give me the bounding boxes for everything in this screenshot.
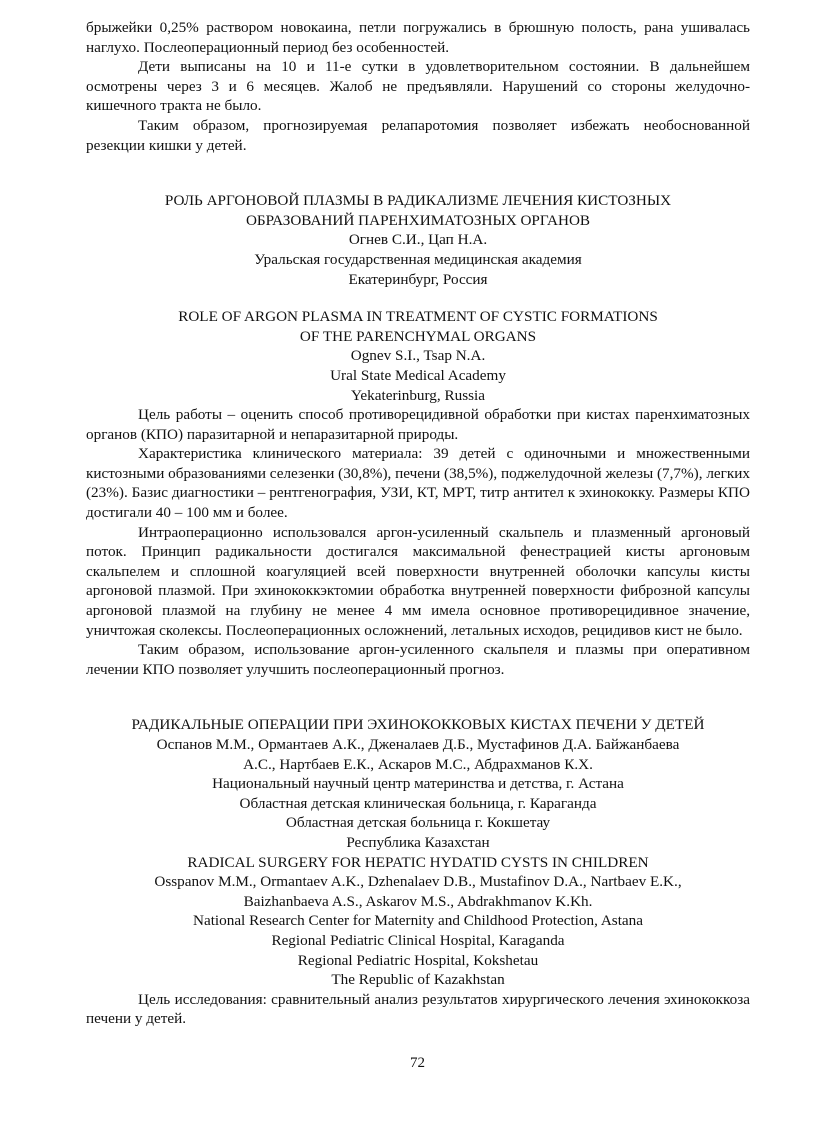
- institution-en: Ural State Medical Academy: [330, 366, 506, 384]
- page-number: 72: [410, 1055, 425, 1071]
- paragraph: Цель исследования: сравнительный анализ результатов хирургического лечения эхинококкоза печени у детей.: [86, 990, 750, 1028]
- institution-en: Regional Pediatric Clinical Hospital, Karaganda: [271, 931, 565, 949]
- institution-ru: Национальный научный центр материнства и детства, г. Астана: [212, 775, 624, 793]
- paragraph: Интраоперационно использовался аргон-усиленный скальпель и плазменный аргоновый поток. Принцип радикальности достигался максимальной фенестрацией кисты аргоновым скальпелем и сплошной коагуляцией всей поверхности внутренней оболочки капсулы кисты аргоновой плазмой. При эхинококкэктомии обработка внутренней поверхности фиброзной капсулы аргоновой плазмой на глубину не менее 4 мм имела основное противорецидивное значение, уничтожая сколексы. Послеоперационных осложнений, летальных исходов, рецидивов кист не было.: [86, 523, 750, 639]
- authors-en: Osspanov M.M., Ormantaev A.K., Dzhenalaev D.B., Mustafinov D.A., Nartbaev E.K.,: [154, 873, 682, 891]
- authors-ru: А.С., Нартбаев Е.К., Аскаров М.С., Абдрахманов К.Х.: [243, 755, 593, 773]
- country-en: The Republic of Kazakhstan: [331, 971, 505, 989]
- institution-ru: Областная детская клиническая больница, г. Караганда: [239, 794, 597, 812]
- document-page: [86, 18, 750, 1029]
- institution-ru: Областная детская больница г. Кокшетау: [285, 814, 551, 832]
- article-title-ru: ОБРАЗОВАНИЙ ПАРЕНХИМАТОЗНЫХ ОРГАНОВ: [245, 211, 591, 229]
- city-en: Yekaterinburg, Russia: [350, 386, 486, 404]
- article-title-ru: РАДИКАЛЬНЫЕ ОПЕРАЦИИ ПРИ ЭХИНОКОККОВЫХ КИСТАХ ПЕЧЕНИ У ДЕТЕЙ: [131, 716, 705, 734]
- institution-ru: Уральская государственная медицинская академия: [254, 250, 582, 268]
- article-title-en: RADICAL SURGERY FOR HEPATIC HYDATID CYSTS IN CHILDREN: [187, 853, 649, 871]
- city-ru: Екатеринбург, Россия: [348, 270, 488, 288]
- article-title-en: ROLE OF ARGON PLASMA IN TREATMENT OF CYSTIC FORMATIONS: [178, 308, 658, 326]
- paragraph: брыжейки 0,25% раствором новокаина, петли погружались в брюшную полость, рана ушивалась наглухо. Послеоперационный период без особенностей.: [86, 19, 750, 56]
- article-title-ru: РОЛЬ АРГОНОВОЙ ПЛАЗМЫ В РАДИКАЛИЗМЕ ЛЕЧЕНИЯ КИСТОЗНЫХ: [164, 192, 672, 210]
- article-title-en: OF THE PARENCHYMAL ORGANS: [299, 327, 537, 345]
- paragraph: Таким образом, прогнозируемая релапаротомия позволяет избежать необоснованной резекции кишки у детей.: [86, 116, 750, 154]
- institution-en: Regional Pediatric Hospital, Kokshetau: [297, 951, 539, 969]
- authors-ru: Огнев С.И., Цап Н.А.: [348, 231, 488, 249]
- country-ru: Республика Казахстан: [346, 833, 490, 851]
- paragraph: Характеристика клинического материала: 39 детей с одиночными и множественными кистозными образованиями селезенки (30,8%), печени (38,5%), поджелудочной железы (7,7%), легких (23%). Базис диагностики – рентгенография, УЗИ, КТ, МРТ, титр антител к эхинококку. Размеры КПО достигали 40 – 100 мм и более.: [86, 445, 750, 522]
- authors-en: Ognev S.I., Tsap N.A.: [350, 347, 486, 365]
- paragraph: Дети выписаны на 10 и 11-е сутки в удовлетворительном состоянии. В дальнейшем осмотрены через 3 и 6 месяцев. Жалоб не предъявляли. Нарушений со стороны желудочно-кишечного тракта не было.: [86, 58, 750, 115]
- paragraph: Таким образом, использование аргон-усиленного скальпеля и плазмы при оперативном лечении КПО позволяет улучшить послеоперационный прогноз.: [86, 641, 750, 678]
- paragraph: Цель работы – оценить способ противорецидивной обработки при кистах паренхиматозных органов (КПО) паразитарной и непаразитарной природы.: [86, 406, 750, 443]
- authors-en: Baizhanbaeva A.S., Askarov M.S., Abdrakhmanov K.Kh.: [243, 892, 593, 910]
- institution-en: National Research Center for Maternity and Childhood Protection, Astana: [192, 912, 644, 930]
- authors-ru: Оспанов М.М., Ормантаев А.К., Дженалаев Д.Б., Мустафинов Д.А. Байжанбаева: [156, 736, 680, 753]
